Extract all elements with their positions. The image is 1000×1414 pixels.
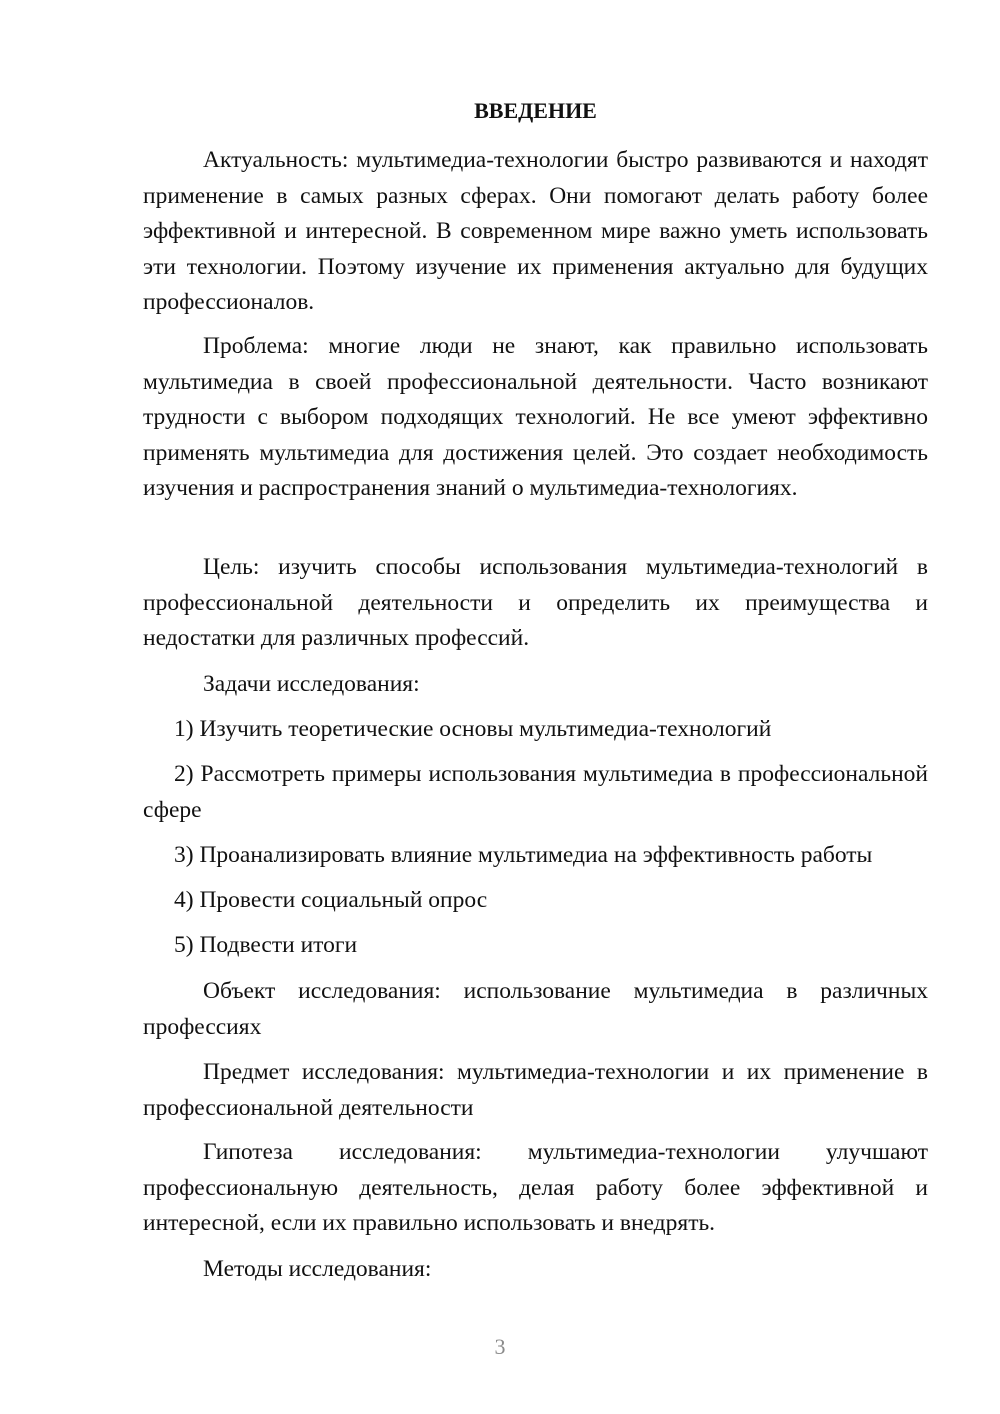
page-number: 3	[494, 1334, 506, 1359]
task-item-3: 3) Проанализировать влияние мультимедиа на эффективность работы	[174, 842, 873, 868]
task-item-2: 2) Рассмотреть примеры использования мультимедиа в профессиональной сфере	[143, 761, 928, 823]
object-paragraph: Объект исследования: использование мультимедиа в различных профессиях	[143, 978, 928, 1040]
problem-paragraph: Проблема: многие люди не знают, как правильно использовать мультимедиа в своей профессиональной деятельности. Часто возникают трудности с выбором подходящих технологий. Не все умеют эффективно применять мультимедиа для достижения целей. Это создает необходимость изучения и распространения знаний о мультимедиа-технологиях.	[143, 333, 928, 501]
tasks-heading: Задачи исследования:	[203, 671, 420, 697]
relevance-paragraph: Актуальность: мультимедиа-технологии быстро развиваются и находят применение в самых разных сферах. Они помогают делать работу более эффективной и интересной. В современном мире важно уметь использовать эти технологии. Поэтому изучение их применения актуально для будущих профессионалов.	[143, 147, 928, 315]
task-item-4: 4) Провести социальный опрос	[174, 887, 488, 913]
task-item-1: 1) Изучить теоретические основы мультимедиа-технологий	[174, 716, 772, 742]
hypothesis-paragraph: Гипотеза исследования: мультимедиа-технологии улучшают профессиональную деятельность, делая работу более эффективной и интересной, если их правильно использовать и внедрять.	[143, 1139, 928, 1236]
methods-heading: Методы исследования:	[203, 1256, 432, 1282]
task-item-5: 5) Подвести итоги	[174, 932, 358, 958]
goal-paragraph: Цель: изучить способы использования мультимедиа-технологий в профессиональной деятельности и определить их преимущества и недостатки для различных профессий.	[143, 554, 928, 651]
page-title: ВВЕДЕНИЕ	[474, 98, 597, 123]
subject-paragraph: Предмет исследования: мультимедиа-технологии и их применение в профессиональной деятельности	[143, 1059, 928, 1121]
